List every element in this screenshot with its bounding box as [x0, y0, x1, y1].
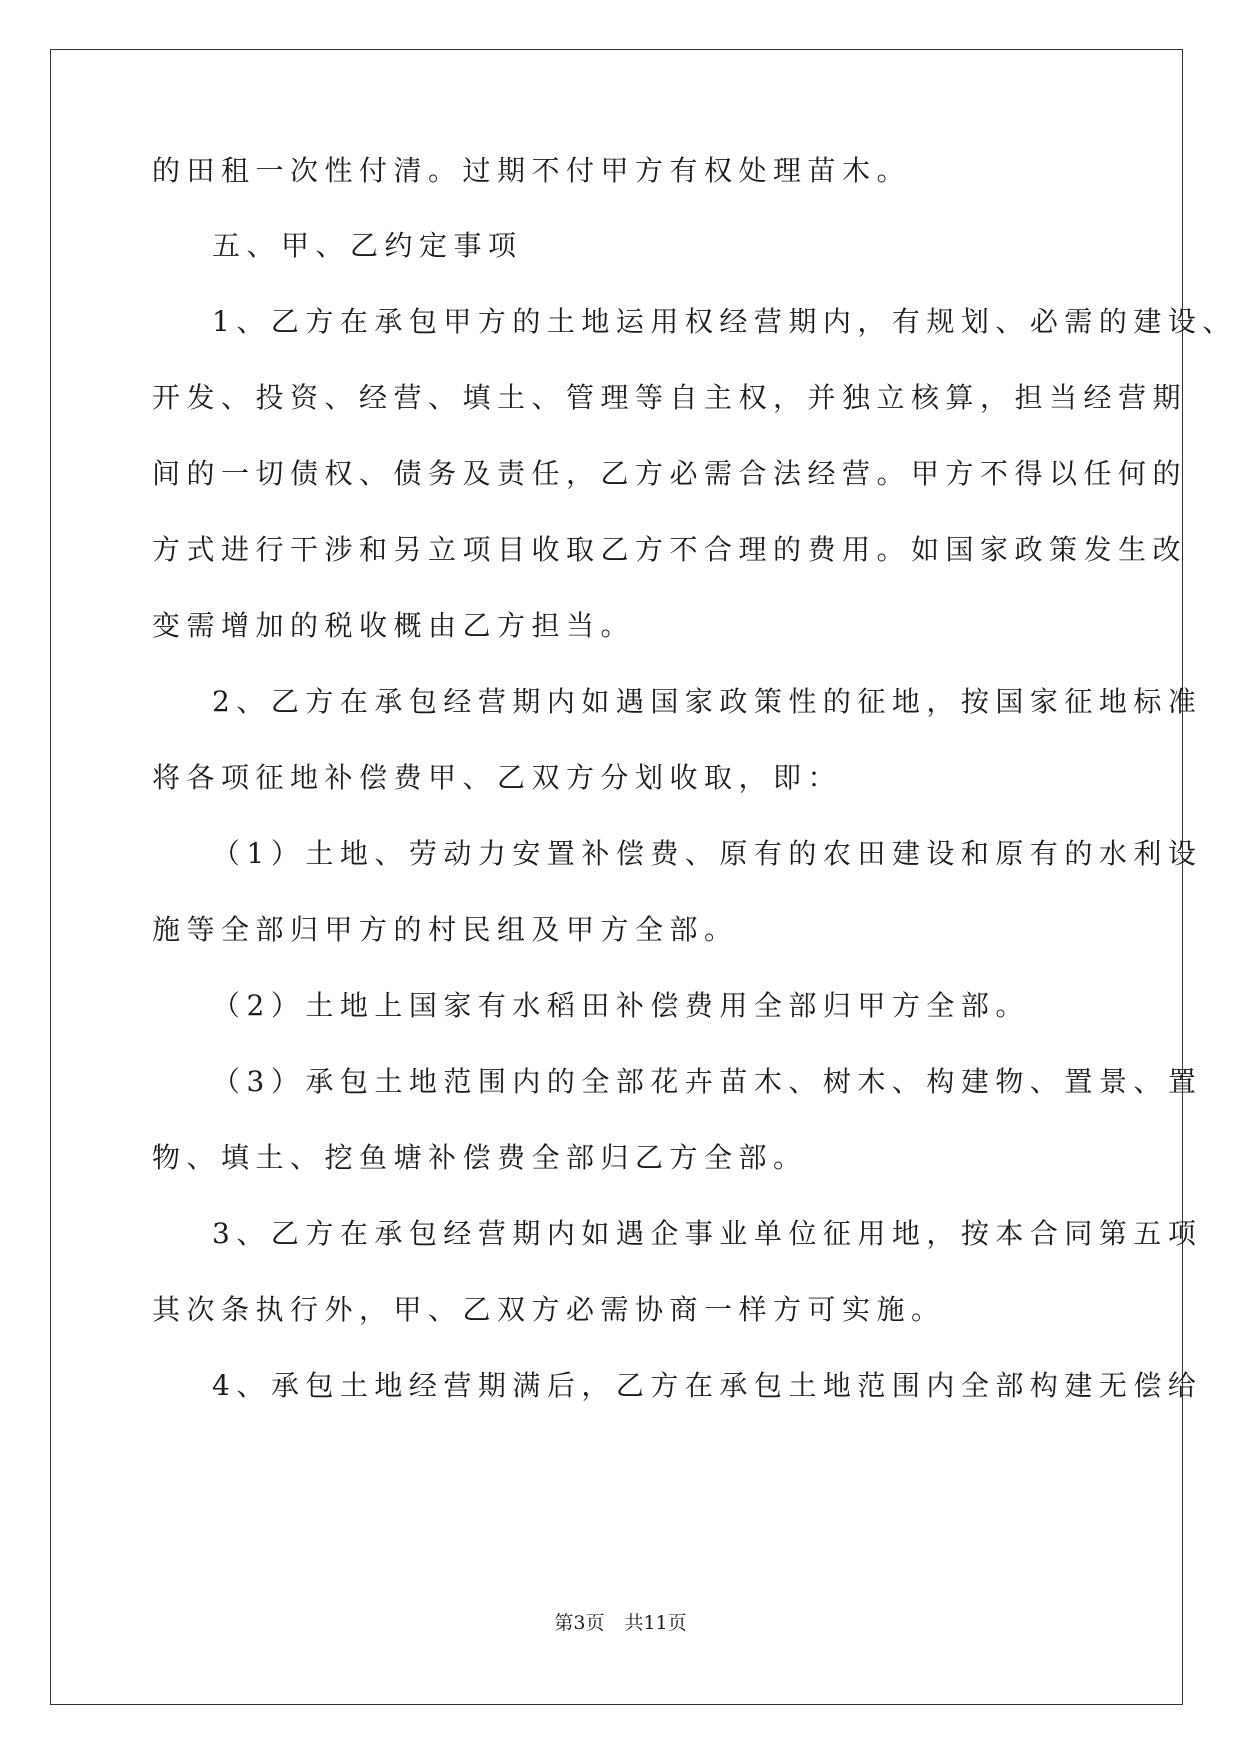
text-line: 物、填土、挖鱼塘补偿费全部归乙方全部。 [152, 1141, 808, 1174]
text-line: 其次条执行外，甲、乙双方必需协商一样方可实施。 [152, 1293, 946, 1326]
text-line: （1）土地、劳动力安置补偿费、原有的农田建设和原有的水利设 [212, 837, 1203, 870]
text-line: 的田租一次性付清。过期不付甲方有权处理苗木。 [152, 154, 912, 187]
text-line: 间的一切债权、债务及责任，乙方必需合法经营。甲方不得以任何的 [152, 457, 1188, 490]
page-border [50, 49, 1183, 1705]
text-line: 方式进行干涉和另立项目收取乙方不合理的费用。如国家政策发生改 [152, 533, 1188, 566]
page-number: 第3页 [554, 1612, 605, 1634]
text-line: 将各项征地补偿费甲、乙双方分划收取，即： [152, 761, 843, 794]
page-footer [0, 1611, 1241, 1635]
text-line: 1、乙方在承包甲方的土地运用权经营期内，有规划、必需的建设、 [212, 305, 1237, 338]
section-heading: 五、甲、乙约定事项 [212, 229, 523, 262]
text-line: （3）承包土地范围内的全部花卉苗木、树木、构建物、置景、置 [212, 1065, 1203, 1098]
text-line: 3、乙方在承包经营期内如遇企事业单位征用地，按本合同第五项 [212, 1217, 1203, 1250]
text-line: 开发、投资、经营、填土、管理等自主权，并独立核算，担当经营期 [152, 381, 1188, 414]
page-total: 共11页 [624, 1612, 687, 1634]
text-line: 2、乙方在承包经营期内如遇国家政策性的征地，按国家征地标准 [212, 685, 1203, 718]
text-line: （2）土地上国家有水稻田补偿费用全部归甲方全部。 [212, 989, 1030, 1022]
text-line: 施等全部归甲方的村民组及甲方全部。 [152, 913, 739, 946]
text-line: 4、承包土地经营期满后，乙方在承包土地范围内全部构建无偿给 [212, 1369, 1203, 1402]
text-line: 变需增加的税收概由乙方担当。 [152, 609, 636, 642]
